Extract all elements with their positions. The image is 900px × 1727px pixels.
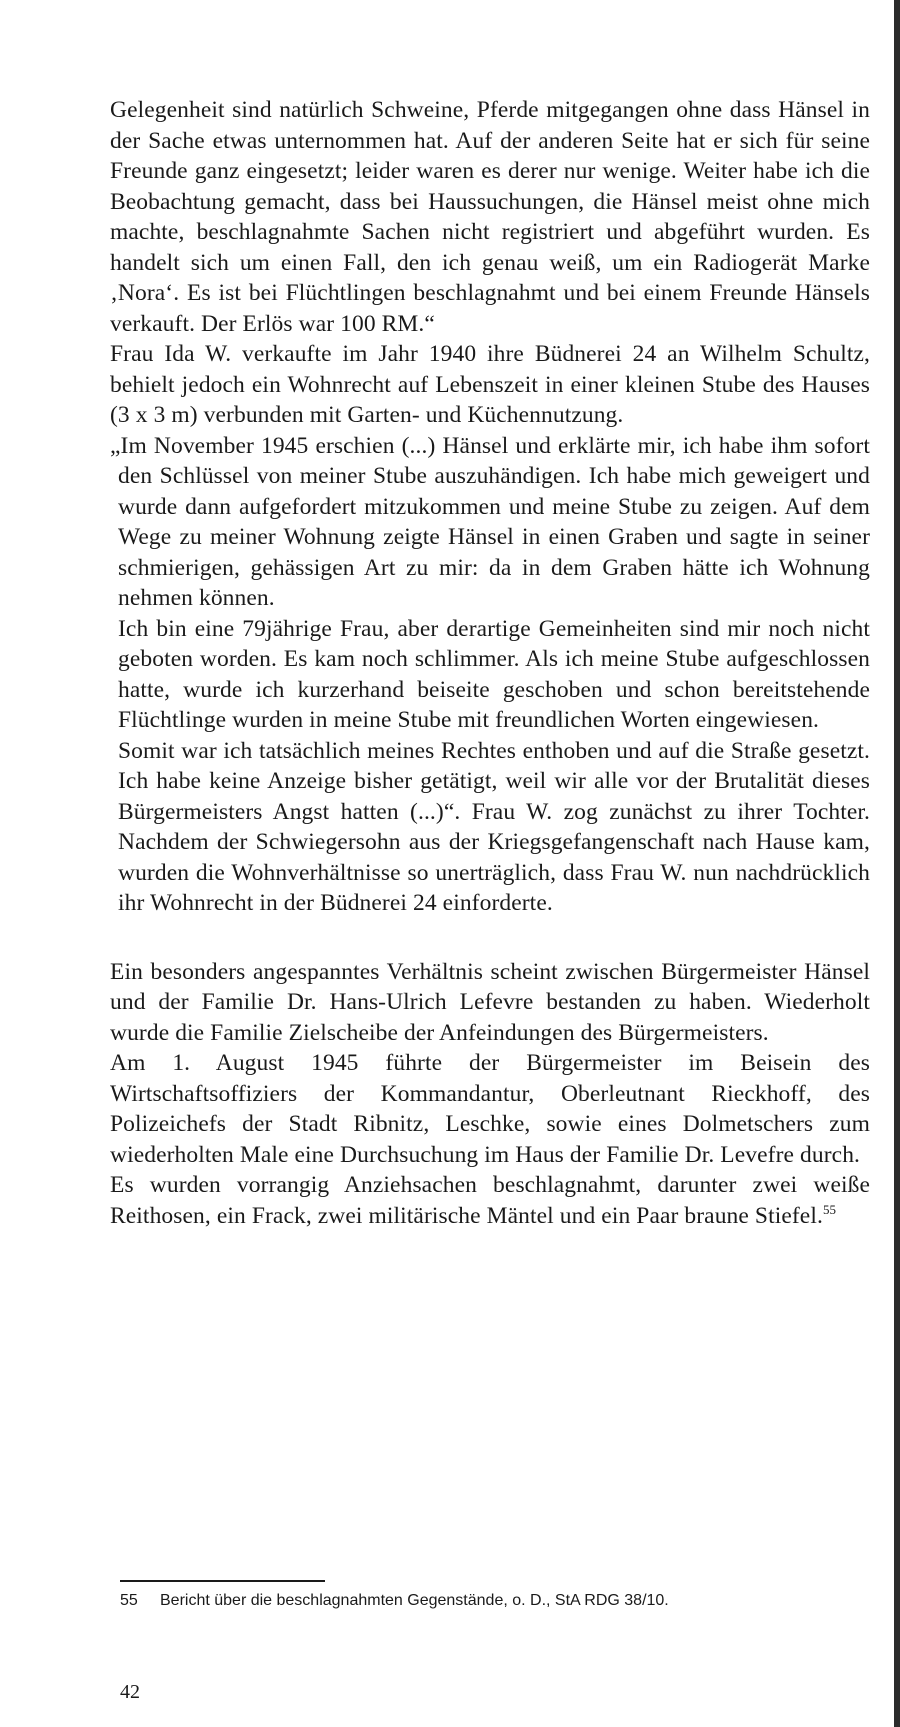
paragraph-lefevre: Ein besonders angespanntes Verhältnis scheint zwischen Bürgermeister Hänsel und der Familie Dr. Hans-Ulrich Lefevre bestanden zu haben. Wiederholt wurde die Familie Zielscheibe der Anfeindungen des Bürgermeisters. bbox=[110, 958, 870, 1046]
paragraph-frau-ida: Frau Ida W. verkaufte im Jahr 1940 ihre Büdnerei 24 an Wilhelm Schultz, behielt jedoch ein Wohnrecht auf Lebenszeit in einer kleinen Stube des Hauses (3 x 3 m) verbunden mit Garten- und Küchennutzung. bbox=[110, 341, 870, 428]
paragraph-beschlagnahmt-text: Es wurden vorrangig Anziehsachen beschlagnahmt, darunter zwei weiße Reithosen, ein Frack, zwei militärische Mäntel und ein Paar braune Stiefel. bbox=[110, 1172, 870, 1229]
footnote-text: Bericht über die beschlagnahmten Gegenstände, o. D., StA RDG 38/10. bbox=[160, 1592, 669, 1609]
page-body bbox=[110, 95, 870, 1231]
footnote bbox=[120, 1590, 860, 1612]
page-binding-edge bbox=[894, 0, 900, 1727]
paragraph-quote-79jaehrige: Ich bin eine 79jährige Frau, aber derartige Gemeinheiten sind mir noch nicht geboten worden. Es kam noch schlimmer. Als ich meine Stube aufgeschlossen hatte, wurde ich kurzerhand beiseite geschoben und schon bereitstehende Flüchtlinge wurden in meine Stube mit freundlichen Worten eingewiesen. bbox=[118, 615, 870, 733]
footnote-number: 55 bbox=[120, 1592, 138, 1609]
footnote-reference: 55 bbox=[822, 1201, 837, 1217]
page-number: 42 bbox=[120, 1681, 140, 1703]
paragraph-gap bbox=[110, 919, 870, 957]
paragraph-beschlagnahmt bbox=[110, 1170, 870, 1231]
paragraph-august-1945: Am 1. August 1945 führte der Bürgermeister im Beisein des Wirtschaftsoffiziers der Kommandantur, Oberleutnant Rieckhoff, des Polizeichefs der Stadt Ribnitz, Leschke, sowie eines Dolmetschers zum wiederholten Male eine Durchsuchung im Haus der Familie Dr. Levefre durch. bbox=[110, 1050, 870, 1168]
footnote-divider bbox=[120, 1580, 325, 1582]
paragraph-quote-november: „Im November 1945 erschien (...) Hänsel und erklärte mir, ich habe ihm sofort den Schlüssel von meiner Stube auszuhändigen. Ich habe mich geweigert und wurde dann aufgefordert mitzukommen und meine Stube zu zeigen. Auf dem Wege zu meiner Wohnung zeigte Hänsel in einen Graben und sagte in seiner schmierigen, gehässigen Art zu mir: da in dem Graben hätte ich Wohnung nehmen können. bbox=[110, 432, 870, 611]
paragraph-quote-end: Gelegenheit sind natürlich Schweine, Pferde mitgegangen ohne dass Hänsel in der Sache etwas unternommen hat. Auf der anderen Seite hat er sich für seine Freunde ganz eingesetzt; leider waren es derer nur wenige. Weiter habe ich die Beobachtung gemacht, dass bei Haussuchungen, die Hänsel meist ohne mich machte, beschlagnahmte Sachen nicht registriert und abgeführt wurden. Es handelt sich um einen Fall, den ich genau weiß, um ein Radiogerät Marke ‚Nora‘. Es ist bei Flüchtlingen beschlagnahmt und bei einem Freunde Hänsels verkauft. Der Erlös war 100 RM.“ bbox=[110, 97, 870, 337]
paragraph-quote-rechtes: Somit war ich tatsächlich meines Rechtes enthoben und auf die Straße gesetzt. Ich habe keine Anzeige bisher getätigt, weil wir alle vor der Brutalität dieses Bürgermeisters Angst hatten (...)“. Frau W. zog zunächst zu ihrer Tochter. Nachdem der Schwiegersohn aus der Kriegsgefangenschaft nach Hause kam, wurden die Wohnverhältnisse so unerträglich, dass Frau W. nun nachdrücklich ihr Wohnrecht in der Büdnerei 24 einforderte. bbox=[118, 737, 870, 916]
